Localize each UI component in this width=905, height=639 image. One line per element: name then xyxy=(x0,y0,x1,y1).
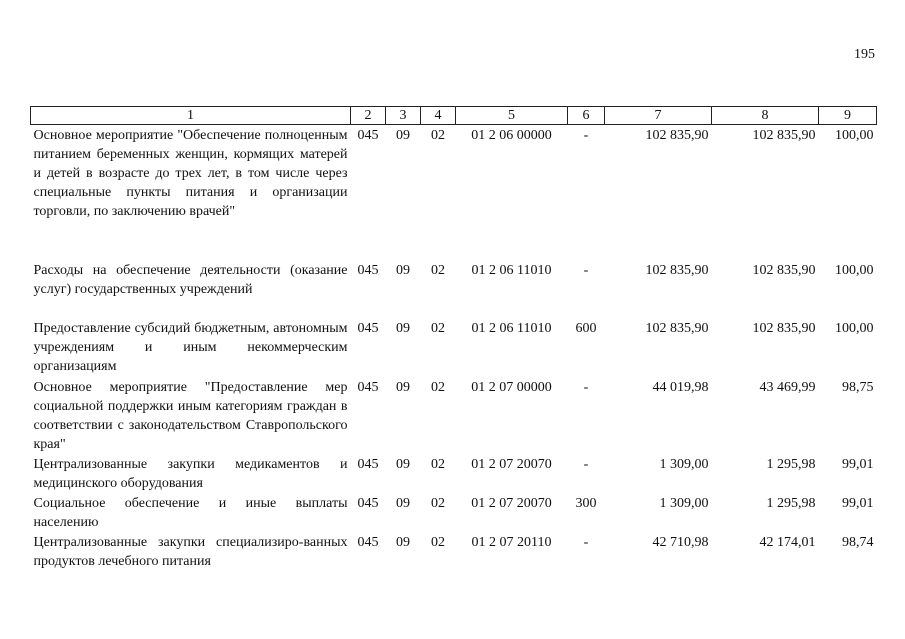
cell-expense-type: - xyxy=(583,534,589,550)
column-header-8: 8 xyxy=(712,107,819,125)
cell-code: 045 xyxy=(357,379,379,395)
cell-target-article: 01 2 07 20070 xyxy=(471,495,552,511)
cell-target-article: 01 2 07 00000 xyxy=(471,379,552,395)
cell-expense-type: 300 xyxy=(575,495,597,511)
cell-planned: 44 019,98 xyxy=(652,379,709,395)
row-name: Предоставление субсидий бюджетным, автономным учреждениям и иным некоммерческим организациям xyxy=(33,320,348,374)
cell-target-article: 01 2 07 20110 xyxy=(471,534,552,550)
cell-expense-type: - xyxy=(583,262,589,278)
table-row xyxy=(31,454,877,493)
cell-section: 09 xyxy=(396,495,410,511)
cell-subsection: 02 xyxy=(431,495,445,511)
cell-subsection: 02 xyxy=(431,262,445,278)
cell-code: 045 xyxy=(357,262,379,278)
cell-target-article: 01 2 07 20070 xyxy=(471,456,552,472)
cell-subsection: 02 xyxy=(431,128,445,143)
table-row xyxy=(31,318,877,377)
column-header-2: 2 xyxy=(351,107,386,125)
cell-percent: 99,01 xyxy=(842,456,874,472)
row-name: Основное мероприятие "Предоставление мер социальной поддержки иным категориям граждан в соответствии с законодательством Ставропольского края" xyxy=(33,379,348,452)
cell-expense-type: - xyxy=(583,379,589,395)
cell-executed: 42 174,01 xyxy=(759,534,816,550)
cell-percent: 100,00 xyxy=(835,128,874,143)
cell-expense-type: 600 xyxy=(575,320,597,336)
cell-code: 045 xyxy=(357,495,379,511)
cell-percent: 100,00 xyxy=(835,320,874,336)
cell-executed: 102 835,90 xyxy=(752,320,816,336)
row-name: Расходы на обеспечение деятельности (оказание услуг) государственных учреждений xyxy=(33,262,348,297)
cell-section: 09 xyxy=(396,379,410,395)
cell-code: 045 xyxy=(357,534,379,550)
table-row xyxy=(31,493,877,532)
table-row xyxy=(31,125,877,260)
cell-expense-type: - xyxy=(583,456,589,472)
cell-section: 09 xyxy=(396,320,410,336)
cell-executed: 102 835,90 xyxy=(752,128,816,143)
table-row xyxy=(31,377,877,454)
cell-target-article: 01 2 06 11010 xyxy=(471,320,552,336)
row-name: Централизованные закупки специализиро-ванных продуктов лечебного питания xyxy=(33,534,348,569)
cell-code: 045 xyxy=(357,320,379,336)
budget-table xyxy=(30,106,877,571)
cell-subsection: 02 xyxy=(431,456,445,472)
cell-target-article: 01 2 06 11010 xyxy=(471,262,552,278)
row-name: Социальное обеспечение и иные выплаты населению xyxy=(33,495,348,530)
cell-subsection: 02 xyxy=(431,320,445,336)
cell-executed: 43 469,99 xyxy=(759,379,816,395)
cell-executed: 1 295,98 xyxy=(766,456,816,472)
cell-planned: 102 835,90 xyxy=(645,320,709,336)
row-name: Централизованные закупки медикаментов и медицинского оборудования xyxy=(33,456,348,491)
cell-percent: 98,74 xyxy=(842,534,874,550)
column-header-6: 6 xyxy=(568,107,605,125)
cell-percent: 99,01 xyxy=(842,495,874,511)
cell-subsection: 02 xyxy=(431,379,445,395)
column-header-9: 9 xyxy=(819,107,877,125)
cell-planned: 102 835,90 xyxy=(645,128,709,143)
cell-executed: 1 295,98 xyxy=(766,495,816,511)
cell-section: 09 xyxy=(396,128,410,143)
cell-target-article: 01 2 06 00000 xyxy=(471,128,552,143)
cell-subsection: 02 xyxy=(431,534,445,550)
table-row xyxy=(31,260,877,318)
column-header-1: 1 xyxy=(31,107,351,125)
cell-section: 09 xyxy=(396,262,410,278)
page-number: 195 xyxy=(854,47,875,62)
cell-executed: 102 835,90 xyxy=(752,262,816,278)
cell-percent: 98,75 xyxy=(842,379,874,395)
column-header-7: 7 xyxy=(605,107,712,125)
header-row xyxy=(31,107,877,125)
column-header-4: 4 xyxy=(421,107,456,125)
column-header-3: 3 xyxy=(386,107,421,125)
cell-expense-type: - xyxy=(583,128,589,143)
cell-code: 045 xyxy=(357,128,379,143)
cell-percent: 100,00 xyxy=(835,262,874,278)
cell-planned: 42 710,98 xyxy=(652,534,709,550)
cell-planned: 102 835,90 xyxy=(645,262,709,278)
cell-planned: 1 309,00 xyxy=(659,456,709,472)
table-row xyxy=(31,532,877,571)
cell-code: 045 xyxy=(357,456,379,472)
cell-planned: 1 309,00 xyxy=(659,495,709,511)
cell-section: 09 xyxy=(396,534,410,550)
column-header-5: 5 xyxy=(456,107,568,125)
row-name: Основное мероприятие "Обеспечение полноценным питанием беременных женщин, кормящих матерей и детей в возрасте до трех лет, в том числе через специальные пункты питания и организации торговли, по заключению врачей" xyxy=(33,128,348,219)
cell-section: 09 xyxy=(396,456,410,472)
